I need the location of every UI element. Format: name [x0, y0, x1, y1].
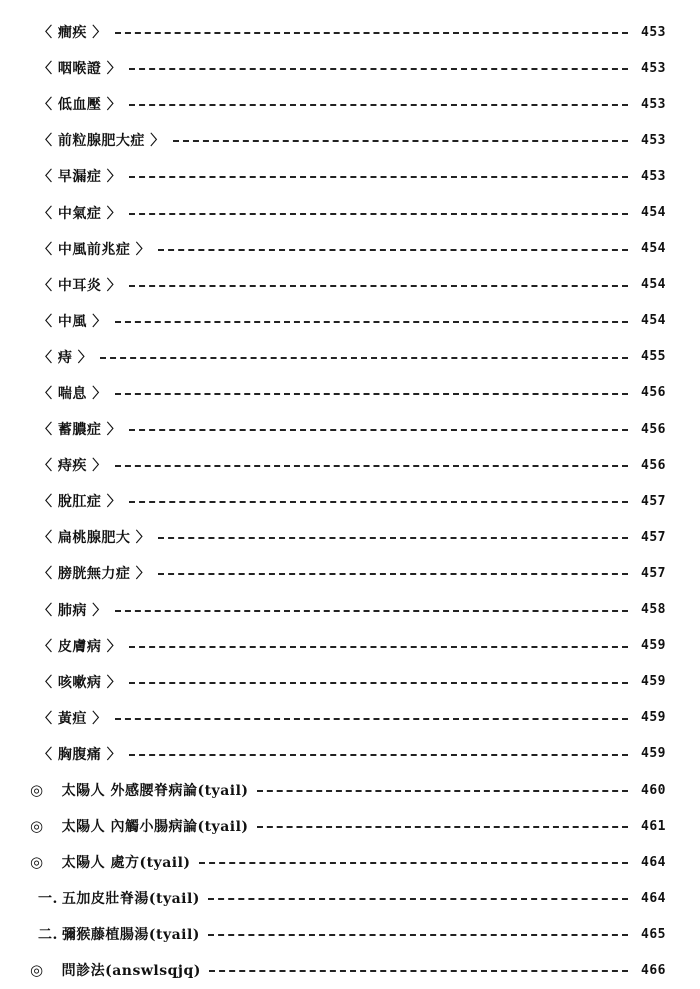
toc-page-number: 453 [641, 132, 666, 148]
toc-entry-label: 〈 肺病 〉 [38, 602, 107, 619]
toc-page-number: 456 [641, 385, 666, 401]
toc-page-number: 454 [641, 205, 666, 221]
toc-page-number: 455 [641, 349, 666, 365]
toc-entry-label: 〈 咽喉證 〉 [38, 61, 122, 78]
toc-page-number: 466 [641, 962, 666, 978]
toc-entry-label: 〈 中風 〉 [38, 313, 107, 330]
dot-leader [129, 213, 628, 215]
toc-entry-label: 〈 痔 〉 [38, 349, 93, 366]
toc-entry[interactable] [0, 411, 700, 447]
dot-leader [115, 718, 628, 720]
double-circle-icon: ◎ [30, 853, 44, 872]
toc-entry-label: 〈 痔疾 〉 [38, 458, 107, 475]
toc-entry[interactable] [0, 86, 700, 122]
dot-leader [208, 898, 628, 900]
dot-leader [158, 573, 628, 575]
double-circle-icon: ◎ [30, 781, 44, 800]
toc-entry[interactable] [0, 194, 700, 230]
double-circle-icon: ◎ [30, 961, 44, 980]
dot-leader [129, 285, 628, 287]
toc-page-number: 459 [641, 710, 666, 726]
toc-entry-label: 〈 脫肛症 〉 [38, 494, 122, 511]
toc-entry[interactable] [0, 303, 700, 339]
dot-leader [129, 682, 628, 684]
toc-entry[interactable] [0, 519, 700, 555]
dot-leader [158, 537, 628, 539]
toc-page-number: 456 [641, 421, 666, 437]
toc-entry-label: 〈 皮膚病 〉 [38, 638, 122, 655]
toc-entry-label: 〈 早漏症 〉 [38, 169, 122, 186]
dot-leader [115, 32, 628, 34]
toc-page-number: 464 [641, 854, 666, 870]
toc-entry-label: 〈 低血壓 〉 [38, 97, 122, 114]
toc-entry[interactable] [0, 14, 700, 50]
toc-page-number: 454 [641, 277, 666, 293]
toc-entry-label: 〈 癎疾 〉 [38, 25, 107, 42]
toc-section[interactable] [0, 844, 700, 880]
toc-sub-label: 五加皮壯脊湯(tyail) [61, 891, 200, 908]
toc-page-number: 454 [641, 313, 666, 329]
toc-sub-label: 彌猴藤植腸湯(tyail) [61, 927, 200, 944]
dot-leader [115, 465, 628, 467]
toc-entry[interactable] [0, 628, 700, 664]
toc-sub-entry[interactable] [0, 880, 700, 916]
toc-entry[interactable] [0, 736, 700, 772]
toc-page-number: 453 [641, 168, 666, 184]
dot-leader [158, 249, 628, 251]
toc-page-number: 456 [641, 457, 666, 473]
toc-page-number: 465 [641, 926, 666, 942]
toc-entry-label: 〈 咳嗽病 〉 [38, 674, 122, 691]
toc-page-number: 454 [641, 241, 666, 257]
toc-page-number: 464 [641, 890, 666, 906]
table-of-contents [0, 14, 700, 989]
toc-entry[interactable] [0, 339, 700, 375]
toc-entry[interactable] [0, 664, 700, 700]
toc-page-number: 453 [641, 60, 666, 76]
toc-section[interactable] [0, 772, 700, 808]
dot-leader [199, 862, 628, 864]
toc-page-number: 459 [641, 674, 666, 690]
toc-entry-label: 〈 蓄膿症 〉 [38, 422, 122, 439]
toc-page-number: 460 [641, 782, 666, 798]
toc-page-number: 453 [641, 96, 666, 112]
dot-leader [115, 610, 628, 612]
toc-entry-label: 〈 中氣症 〉 [38, 205, 122, 222]
toc-section-label: 太陽人 內觸小腸病論(tyail) [61, 819, 249, 836]
dot-leader [257, 790, 628, 792]
dot-leader [129, 501, 628, 503]
toc-entry-label: 〈 胸腹痛 〉 [38, 746, 122, 763]
toc-page-number: 457 [641, 493, 666, 509]
toc-entry[interactable] [0, 700, 700, 736]
toc-entry-label: 〈 黃疸 〉 [38, 710, 107, 727]
dot-leader [129, 646, 628, 648]
toc-entry-label: 〈 扁桃腺肥大 〉 [38, 530, 151, 547]
toc-page-number: 461 [641, 818, 666, 834]
toc-entry-label: 〈 中耳炎 〉 [38, 277, 122, 294]
toc-section-label: 太陽人 外感腰脊病論(tyail) [61, 783, 249, 800]
dot-leader [129, 754, 628, 756]
toc-entry[interactable] [0, 483, 700, 519]
toc-page-number: 459 [641, 638, 666, 654]
dot-leader [129, 68, 628, 70]
toc-page-number: 457 [641, 565, 666, 581]
toc-entry[interactable] [0, 158, 700, 194]
toc-sub-number: 二. [38, 927, 58, 944]
toc-section-label: 問診法(answlsqjq) [61, 963, 201, 980]
dot-leader [100, 357, 628, 359]
toc-sub-number: 一. [38, 891, 58, 908]
toc-section[interactable] [0, 952, 700, 988]
toc-entry-label: 〈 喘息 〉 [38, 385, 107, 402]
toc-page-number: 457 [641, 529, 666, 545]
toc-entry-label: 〈 膀胱無力症 〉 [38, 566, 151, 583]
toc-entry-label: 〈 中風前兆症 〉 [38, 241, 151, 258]
dot-leader [115, 321, 628, 323]
dot-leader [129, 104, 628, 106]
dot-leader [257, 826, 628, 828]
toc-entry[interactable] [0, 231, 700, 267]
dot-leader [208, 934, 628, 936]
toc-entry[interactable] [0, 447, 700, 483]
dot-leader [129, 176, 628, 178]
toc-entry-label: 〈 前粒腺肥大症 〉 [38, 133, 165, 150]
toc-entry[interactable] [0, 50, 700, 86]
toc-sub-entry[interactable] [0, 916, 700, 952]
toc-page-number: 458 [641, 602, 666, 618]
toc-section-label: 太陽人 處方(tyail) [61, 855, 191, 872]
toc-entry[interactable] [0, 122, 700, 158]
toc-entry[interactable] [0, 555, 700, 591]
toc-section[interactable] [0, 808, 700, 844]
toc-page-number: 459 [641, 746, 666, 762]
toc-page-number: 453 [641, 24, 666, 40]
toc-entry[interactable] [0, 592, 700, 628]
dot-leader [209, 970, 628, 972]
dot-leader [115, 393, 628, 395]
toc-entry[interactable] [0, 375, 700, 411]
dot-leader [173, 140, 628, 142]
toc-entry[interactable] [0, 267, 700, 303]
dot-leader [129, 429, 628, 431]
double-circle-icon: ◎ [30, 817, 44, 836]
